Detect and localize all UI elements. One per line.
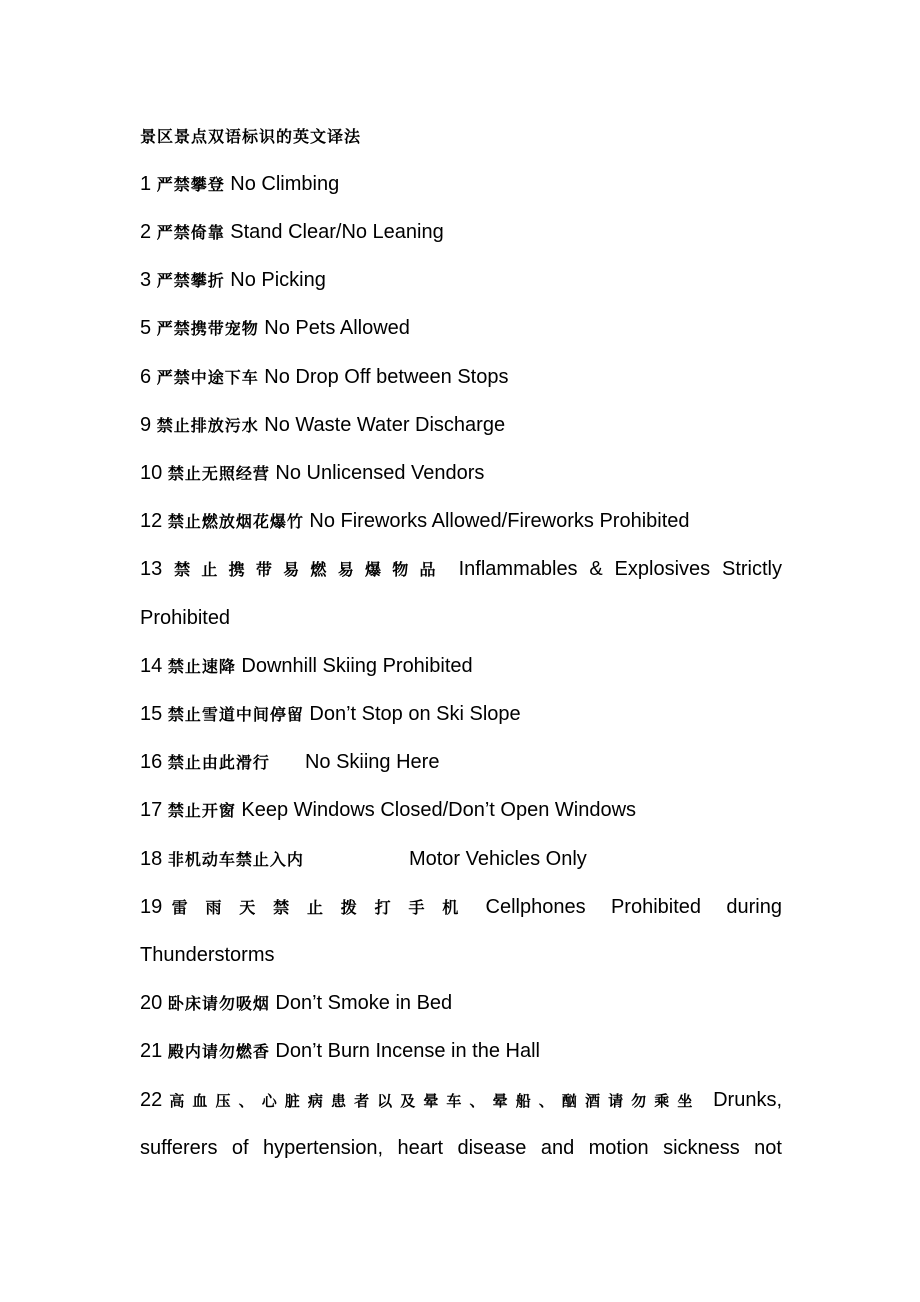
item-english: No Fireworks Allowed/Fireworks Prohibited bbox=[309, 510, 690, 532]
item-chinese: 卧床请勿吸烟 bbox=[167, 994, 270, 1013]
sign-item-17 bbox=[140, 798, 782, 823]
item-number: 22 bbox=[140, 1089, 163, 1111]
item-english: Cellphones Prohibited during bbox=[485, 896, 782, 918]
item-english-continued: Thunderstorms bbox=[140, 944, 275, 966]
sign-item-14 bbox=[140, 654, 782, 679]
sign-item-15 bbox=[140, 702, 782, 727]
item-english: Stand Clear/No Leaning bbox=[230, 221, 444, 243]
item-number: 14 bbox=[140, 655, 163, 677]
item-english: No Climbing bbox=[230, 173, 340, 195]
item-chinese: 严禁倚靠 bbox=[156, 223, 225, 242]
sign-item-12 bbox=[140, 509, 782, 534]
item-english-continued: Prohibited bbox=[140, 607, 231, 629]
item-number: 20 bbox=[140, 992, 163, 1014]
item-english: No Pets Allowed bbox=[264, 317, 410, 339]
item-english-continued: sufferers of hypertension, heart disease and motion sickness not bbox=[140, 1137, 782, 1159]
sign-item-6 bbox=[140, 365, 782, 390]
item-english: No Skiing Here bbox=[304, 751, 440, 773]
item-number: 5 bbox=[140, 317, 152, 339]
sign-item-9 bbox=[140, 413, 782, 438]
item-number: 2 bbox=[140, 221, 152, 243]
item-english: Don’t Stop on Ski Slope bbox=[309, 703, 521, 725]
item-english: Downhill Skiing Prohibited bbox=[241, 655, 473, 677]
sign-item-22 bbox=[140, 1088, 782, 1113]
document-title: 景区景点双语标识的英文译法 bbox=[140, 127, 362, 146]
sign-item-5 bbox=[140, 316, 782, 341]
item-english: No Drop Off between Stops bbox=[264, 366, 509, 388]
item-chinese: 严禁携带宠物 bbox=[156, 319, 259, 338]
sign-item-1 bbox=[140, 172, 782, 197]
item-number: 19 bbox=[140, 896, 163, 918]
item-number: 12 bbox=[140, 510, 163, 532]
item-english: Drunks, bbox=[713, 1089, 782, 1111]
item-english: Don’t Burn Incense in the Hall bbox=[275, 1040, 540, 1062]
item-english: Don’t Smoke in Bed bbox=[275, 992, 453, 1014]
sign-item-19 bbox=[140, 895, 782, 920]
item-chinese: 禁止携带易燃易爆物品 bbox=[174, 560, 447, 579]
item-number: 6 bbox=[140, 366, 152, 388]
item-chinese: 雷雨天禁止拨打手机 bbox=[171, 898, 477, 917]
item-number: 13 bbox=[140, 558, 163, 580]
sign-item-10 bbox=[140, 461, 782, 486]
sign-item-20 bbox=[140, 991, 782, 1016]
item-english: Motor Vehicles Only bbox=[408, 848, 587, 870]
item-chinese: 禁止速降 bbox=[167, 657, 236, 676]
item-number: 1 bbox=[140, 173, 152, 195]
item-number: 15 bbox=[140, 703, 163, 725]
item-number: 3 bbox=[140, 269, 152, 291]
item-english: No Unlicensed Vendors bbox=[275, 462, 485, 484]
item-number: 18 bbox=[140, 848, 163, 870]
sign-item-19-continued bbox=[140, 943, 782, 967]
item-number: 9 bbox=[140, 414, 152, 436]
sign-item-16 bbox=[140, 750, 782, 775]
item-number: 16 bbox=[140, 751, 163, 773]
item-english: Keep Windows Closed/Don’t Open Windows bbox=[241, 799, 637, 821]
item-chinese: 高血压、心脏病患者以及晕车、晕船、酗酒请勿乘坐 bbox=[162, 1092, 701, 1110]
item-number: 17 bbox=[140, 799, 163, 821]
sign-item-13 bbox=[140, 557, 782, 582]
sign-item-13-continued bbox=[140, 606, 782, 630]
item-chinese: 禁止开窗 bbox=[167, 801, 236, 820]
item-chinese: 非机动车禁止入内 bbox=[167, 850, 304, 869]
item-chinese: 禁止燃放烟花爆竹 bbox=[167, 512, 304, 531]
item-number: 10 bbox=[140, 462, 163, 484]
item-chinese: 严禁攀登 bbox=[156, 175, 225, 194]
item-english: Inflammables & Explosives Strictly bbox=[458, 558, 782, 580]
sign-item-2 bbox=[140, 220, 782, 245]
item-chinese: 严禁攀折 bbox=[156, 271, 225, 290]
item-english: No Picking bbox=[230, 269, 326, 291]
item-chinese: 禁止由此滑行 bbox=[167, 753, 270, 772]
item-number: 21 bbox=[140, 1040, 163, 1062]
item-chinese: 禁止排放污水 bbox=[156, 416, 259, 435]
sign-item-21 bbox=[140, 1039, 782, 1064]
item-chinese: 严禁中途下车 bbox=[156, 368, 259, 387]
item-chinese: 禁止无照经营 bbox=[167, 464, 270, 483]
sign-item-3 bbox=[140, 268, 782, 293]
item-chinese: 殿内请勿燃香 bbox=[167, 1042, 270, 1061]
item-english: No Waste Water Discharge bbox=[264, 414, 506, 436]
sign-item-18 bbox=[140, 847, 782, 872]
sign-item-22-continued bbox=[140, 1136, 782, 1160]
item-chinese: 禁止雪道中间停留 bbox=[167, 705, 304, 724]
